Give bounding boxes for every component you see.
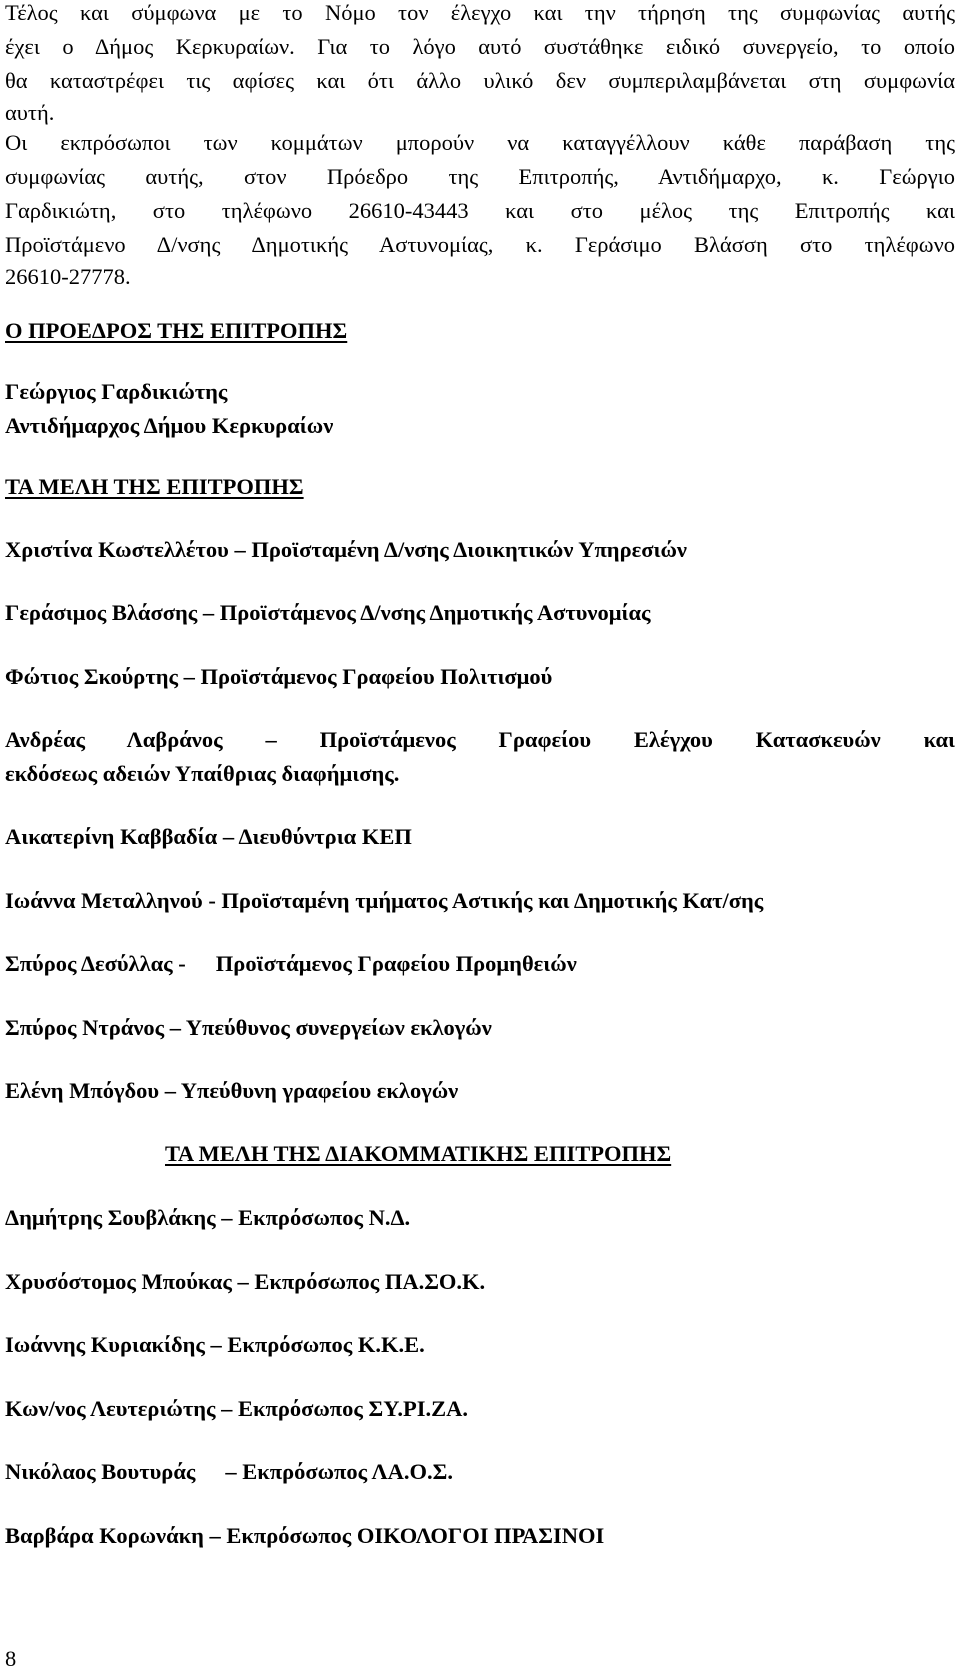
representative-3: Ιωάννης Κυριακίδης – Εκπρόσωπος Κ.Κ.Ε.	[5, 1332, 425, 1357]
chairman-heading: Ο ΠΡΟΕΔΡΟΣ ΤΗΣ ΕΠΙΤΡΟΠΗΣ	[5, 318, 348, 343]
document-page	[5, 0, 955, 1678]
member-7-name: Σπύρος Δεσύλλας -	[5, 951, 186, 976]
representative-5-name: Νικόλαος Βουτυράς	[5, 1459, 196, 1484]
paragraph2-line3: Γαρδικιώτη, στο τηλέφωνο 26610-43443 και στο μέλος της Επιτροπής και	[5, 198, 955, 223]
paragraph2-line1: Οι εκπρόσωποι των κομμάτων μπορούν να καταγγέλλουν κάθε παράβαση της	[5, 130, 955, 155]
member-4-line2: εκδόσεως αδειών Υπαίθριας διαφήμισης.	[5, 761, 400, 786]
paragraph1-line1: Τέλος και σύμφωνα με το Νόμο τον έλεγχο και την τήρηση της συμφωνίας αυτής	[5, 0, 955, 25]
crossparty-heading: ΤΑ ΜΕΛΗ ΤΗΣ ΔΙΑΚΟΜΜΑΤΙΚΗΣ ΕΠΙΤΡΟΠΗΣ	[165, 1141, 672, 1166]
member-7-role: Προϊστάμενος Γραφείου Προμηθειών	[215, 951, 577, 976]
member-2: Γεράσιμος Βλάσσης – Προϊστάμενος Δ/νσης Δημοτικής Αστυνομίας	[5, 600, 651, 625]
representative-6: Βαρβάρα Κορωνάκη – Εκπρόσωπος ΟΙΚΟΛΟΓΟΙ ΠΡΑΣΙΝΟΙ	[5, 1523, 605, 1548]
member-1: Χριστίνα Κωστελλέτου – Προϊσταμένη Δ/νσης Διοικητικών Υπηρεσιών	[5, 537, 687, 562]
chairman-title: Αντιδήμαρχος Δήμου Κερκυραίων	[5, 413, 334, 438]
paragraph1-line3: θα καταστρέφει τις αφίσες και ότι άλλο υλικό δεν συμπεριλαμβάνεται στη συμφωνία	[5, 68, 955, 93]
member-3: Φώτιος Σκούρτης – Προϊστάμενος Γραφείου Πολιτισμού	[5, 664, 553, 689]
paragraph1-line4: αυτή.	[5, 100, 55, 125]
members-heading: ΤΑ ΜΕΛΗ ΤΗΣ ΕΠΙΤΡΟΠΗΣ	[5, 474, 304, 499]
paragraph2-line5: 26610-27778.	[5, 264, 131, 289]
member-8: Σπύρος Ντράνος – Υπεύθυνος συνεργείων εκλογών	[5, 1015, 492, 1040]
paragraph1-line2: έχει ο Δήμος Κερκυραίων. Για το λόγο αυτό συστάθηκε ειδικό συνεργείο, το οποίο	[5, 34, 955, 59]
representative-5-role: – Εκπρόσωπος ΛΑ.Ο.Σ.	[225, 1459, 453, 1484]
member-4-line1: Ανδρέας Λαβράνος – Προϊστάμενος Γραφείου Ελέγχου Κατασκευών και	[5, 727, 955, 752]
chairman-name: Γεώργιος Γαρδικιώτης	[5, 379, 228, 404]
representative-4: Κων/νος Λευτεριώτης – Εκπρόσωπος ΣΥ.ΡΙ.ΖΑ.	[5, 1396, 469, 1421]
member-5: Αικατερίνη Καββαδία – Διευθύντρια ΚΕΠ	[5, 824, 412, 849]
paragraph2-line2: συμφωνίας αυτής, στον Πρόεδρο της Επιτροπής, Αντιδήμαρχο, κ. Γεώργιο	[5, 164, 955, 189]
representative-5	[5, 1461, 453, 1484]
page-number: 8	[5, 1646, 17, 1671]
member-7	[5, 953, 577, 976]
member-9: Ελένη Μπόγδου – Υπεύθυνη γραφείου εκλογών	[5, 1078, 459, 1103]
member-6: Ιωάννα Μεταλληνού - Προϊσταμένη τμήματος Αστικής και Δημοτικής Κατ/σης	[5, 888, 764, 913]
representative-2: Χρυσόστομος Μπούκας – Εκπρόσωπος ΠΑ.ΣΟ.Κ.	[5, 1269, 486, 1294]
paragraph2-line4: Προϊστάμενο Δ/νσης Δημοτικής Αστυνομίας, κ. Γεράσιμο Βλάσση στο τηλέφωνο	[5, 232, 955, 257]
representative-1: Δημήτρης Σουβλάκης – Εκπρόσωπος Ν.Δ.	[5, 1205, 411, 1230]
